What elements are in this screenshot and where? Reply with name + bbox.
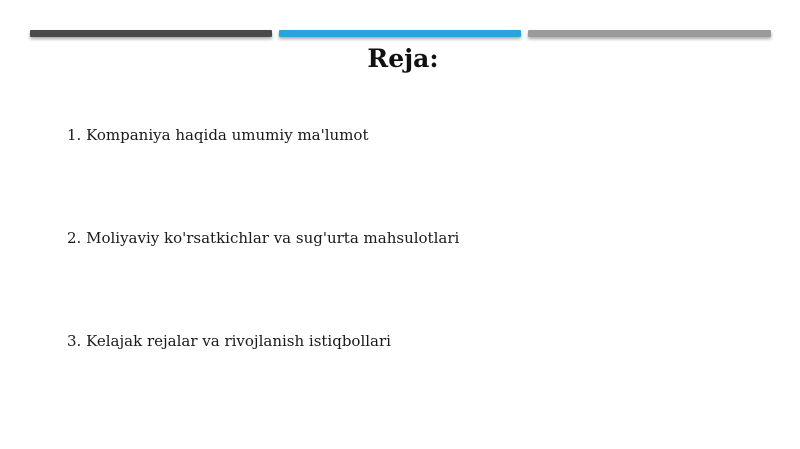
agenda-item-1: 1. Kompaniya haqida umumiy ma'lumot: [67, 126, 369, 144]
header-bar-dark: [30, 30, 272, 37]
header-bar-blue: [279, 30, 521, 37]
agenda-item-3: 3. Kelajak rejalar va rivojlanish istiqbollari: [67, 332, 391, 350]
agenda-item-2: 2. Moliyaviy ko'rsatkichlar va sug'urta mahsulotlari: [67, 229, 460, 247]
header-bar-gray: [528, 30, 771, 37]
slide-title: Reja:: [367, 44, 439, 73]
